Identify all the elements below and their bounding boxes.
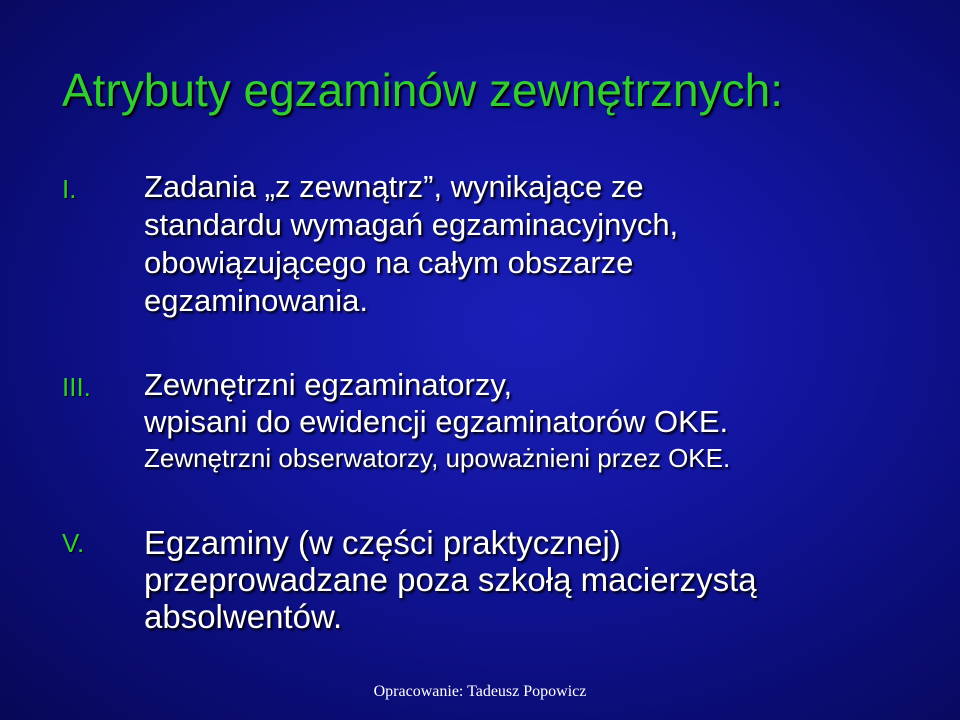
- list-item-text: [144, 524, 934, 635]
- footer-author: Opracowanie: Tadeusz Popowicz: [373, 683, 587, 700]
- text-line: egzaminowania.: [144, 283, 369, 318]
- text-line: przeprowadzane poza szkołą macierzystą: [144, 561, 757, 598]
- text-line: Zewnętrzni obserwatorzy, upoważnieni przez OKE.: [144, 443, 731, 473]
- text-line: wpisani do ewidencji egzaminatorów OKE.: [144, 404, 729, 439]
- text-line: obowiązującego na całym obszarze: [144, 245, 634, 280]
- slide-footer: [0, 683, 960, 701]
- text-line: Zewnętrzni egzaminatorzy,: [144, 367, 513, 402]
- list-item-text: [144, 366, 934, 476]
- text-line: Egzaminy (w części praktycznej): [144, 524, 621, 561]
- slide-title: Atrybuty egzaminów zewnętrznych:: [62, 64, 783, 116]
- text-line: absolwentów.: [144, 598, 343, 635]
- list-item-number: I.: [62, 174, 77, 204]
- list-item-text: [144, 168, 934, 320]
- list-item-number: V.: [62, 528, 85, 558]
- list-item-number: III.: [62, 372, 91, 402]
- text-line: Zadania „z zewnątrz”, wynikające ze: [144, 169, 644, 204]
- text-line: standardu wymagań egzaminacyjnych,: [144, 207, 679, 242]
